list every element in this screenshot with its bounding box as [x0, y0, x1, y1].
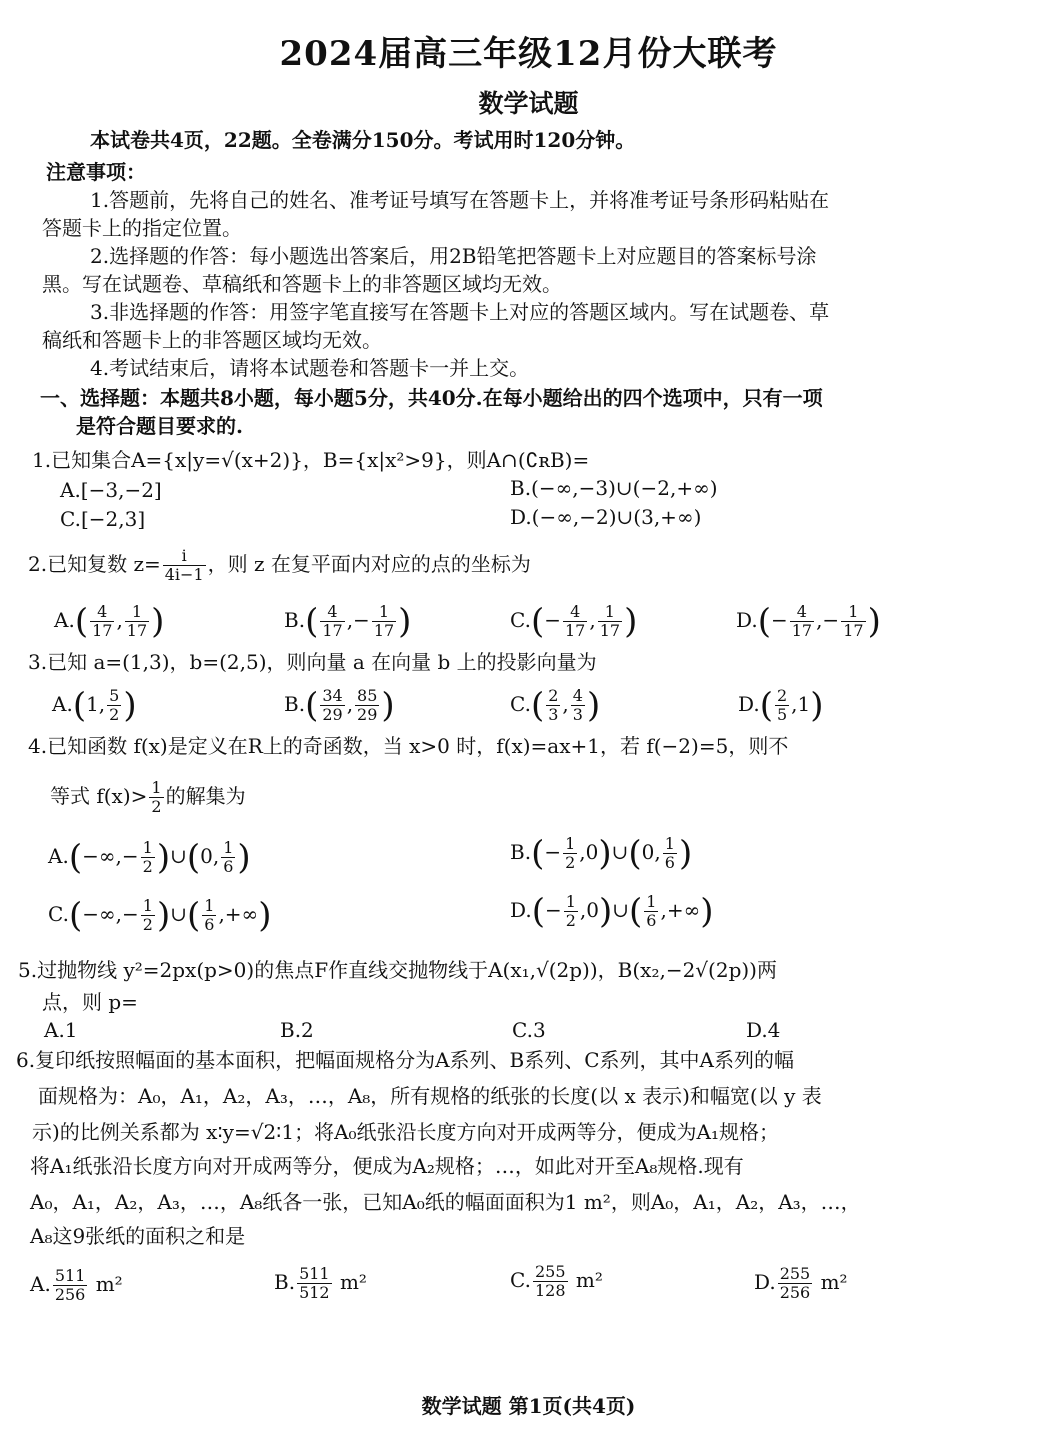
q3-option-c: C.( $\frac{2}{3}$ , $\frac{4}{3}$ ): [510, 685, 601, 726]
frac-num: 1: [664, 834, 675, 853]
frac-num: 1: [142, 896, 153, 915]
frac-den: 256: [779, 1283, 811, 1302]
exam-subtitle: 数学试题: [478, 89, 579, 118]
opt-label: D.: [738, 692, 760, 716]
q2-option-c: C.(− $\frac{4}{17}$ , $\frac{1}{17}$ ): [510, 601, 638, 642]
opt-label: B.: [284, 692, 306, 716]
frac-den: 5: [776, 705, 788, 724]
opt-unit: m²: [95, 1272, 123, 1296]
frac-den: 17: [322, 621, 343, 640]
frac-num: 34: [322, 686, 343, 705]
opt-sign: −: [544, 840, 562, 864]
frac-num: 1: [646, 892, 657, 911]
q4-stem2-pre: 等式 f(x)>: [50, 784, 148, 808]
frac-den: 2: [565, 911, 576, 930]
q5-stem-line2: 点，则 p=: [42, 990, 138, 1014]
frac-den: 6: [204, 915, 215, 934]
q6-stem-line: 6.复印纸按照幅面的基本面积，把幅面规格分为A系列、B系列、C系列，其中A系列的幅: [16, 1048, 794, 1072]
frac-den: 2: [142, 915, 153, 934]
frac-den: 3: [572, 705, 583, 724]
opt-sign: −: [544, 898, 562, 922]
frac-num: 1: [142, 838, 153, 857]
q1-option-b: B.(−∞,−3)∪(−2,+∞): [510, 476, 718, 500]
notice-line: 2.选择题的作答：每小题选出答案后，用2B铅笔把答题卡上对应题目的答案标号涂: [90, 244, 817, 268]
frac-num: 1: [125, 603, 149, 622]
q4-stem-line2: [50, 778, 246, 816]
q6-option-d: [754, 1262, 848, 1302]
exam-title: 2024届高三年级12月份大联考: [279, 34, 778, 74]
opt-label: D.: [754, 1270, 776, 1294]
frac-num: i: [163, 547, 206, 566]
q2-stem: [28, 546, 531, 584]
frac-den: 6: [664, 853, 675, 872]
q4-option-c: C.(−∞,− $\frac{1}{2}$ )∪( $\frac{1}{6}$ ,+∞): [48, 895, 272, 936]
opt-text: ,0: [579, 840, 599, 864]
opt-label: A.: [52, 692, 73, 716]
frac-num: 2: [548, 686, 559, 705]
opt-label: D.: [510, 898, 532, 922]
q4-option-b: B.(− $\frac{1}{2}$ ,0)∪(0, $\frac{1}{6}$ ): [510, 833, 693, 874]
opt-label: C.: [510, 692, 531, 716]
opt-unit: m²: [820, 1270, 848, 1294]
q2-stem-pre: 2.已知复数 z=: [28, 552, 161, 576]
opt-union: ∪: [612, 898, 630, 922]
notice-heading: 注意事项：: [46, 160, 146, 184]
frac-den: 2: [109, 705, 120, 724]
exam-intro: 本试卷共4页，22题。全卷满分150分。考试用时120分钟。: [90, 128, 636, 152]
frac-num: 4: [320, 603, 344, 622]
q1-option-a: A.[−3,−2]: [60, 478, 162, 502]
frac-num: 1: [565, 892, 576, 911]
q5-option-a: A.1: [44, 1018, 78, 1042]
frac-num: 2: [776, 686, 788, 705]
q6-stem-line: 面规格为：A₀，A₁，A₂，A₃，…，A₈，所有规格的纸张的长度(以 x 表示)和幅宽(以 y 表: [38, 1084, 822, 1108]
notice-line: 1.答题前，先将自己的姓名、准考证号填写在答题卡上，并将准考证号条形码粘贴在: [90, 188, 830, 212]
q3-option-d: D.( $\frac{2}{5}$ ,1): [738, 685, 824, 726]
opt-union: ∪: [611, 840, 629, 864]
q1-stem: 1.已知集合A={x|y=√(x+2)}，B={x|x²>9}，则A∩(∁ʀB)=: [32, 448, 590, 472]
frac-den: 2: [565, 853, 576, 872]
q3-stem: 3.已知 a=(1,3)，b=(2,5)，则向量 a 在向量 b 上的投影向量为: [28, 650, 597, 674]
q3-option-b: B.( $\frac{34}{29}$ , $\frac{85}{29}$ ): [284, 685, 395, 726]
q1-option-d: D.(−∞,−2)∪(3,+∞): [510, 505, 702, 529]
frac-den: 6: [223, 857, 234, 876]
frac-den: 17: [564, 621, 586, 640]
frac-num: 1: [372, 603, 396, 622]
frac-num: 1: [565, 834, 576, 853]
notice-line: 4.考试结束后，请将本试题卷和答题卡一并上交。: [90, 356, 530, 380]
frac-num: 1: [598, 603, 622, 622]
q3-option-a: A.(1, $\frac{5}{2}$ ): [52, 685, 137, 726]
opt-text: ,+∞: [218, 902, 259, 926]
q2-stem-post: ，则 z 在复平面内对应的点的坐标为: [207, 552, 531, 576]
q6-stem-line: A₈这9张纸的面积之和是: [30, 1224, 246, 1248]
opt-unit: m²: [339, 1270, 367, 1294]
opt-sep: ,: [589, 608, 596, 632]
q5-option-d: D.4: [746, 1018, 781, 1042]
opt-label: C.: [510, 1268, 531, 1292]
q4-option-d: D.(− $\frac{1}{2}$ ,0)∪( $\frac{1}{6}$ ,+∞): [510, 891, 714, 932]
q6-option-b: [274, 1262, 367, 1302]
frac-den: 512: [299, 1283, 330, 1302]
q4-option-a: A.(−∞,− $\frac{1}{2}$ )∪(0, $\frac{1}{6}$ ): [48, 837, 251, 878]
frac-den: 29: [322, 705, 343, 724]
opt-label: B.: [284, 608, 306, 632]
opt-label: A.: [54, 608, 75, 632]
frac-den: 17: [126, 621, 148, 640]
opt-label: D.: [736, 608, 758, 632]
frac-den: 2: [151, 797, 162, 816]
opt-label: A.: [30, 1272, 51, 1296]
frac-num: 1: [223, 838, 234, 857]
frac-den: 17: [791, 621, 813, 640]
frac-num: 4: [572, 686, 583, 705]
notice-line: 3.非选择题的作答：用签字笔直接写在答题卡上对应的答题区域内。写在试题卷、草: [90, 300, 830, 324]
frac-num: 4: [563, 603, 587, 622]
frac-den: 17: [92, 621, 113, 640]
opt-sign: −: [770, 608, 788, 632]
section-heading: 一、选择题：本题共8小题，每小题5分，共40分.在每小题给出的四个选项中，只有一项: [40, 386, 823, 410]
frac-den: 128: [534, 1281, 566, 1300]
q2-option-b: B.( $\frac{4}{17}$ ,− $\frac{1}{17}$ ): [284, 601, 412, 642]
frac-den: 29: [357, 705, 378, 724]
q4-stem2-post: 的解集为: [165, 784, 246, 808]
frac-den: 17: [843, 621, 864, 640]
frac-den: 17: [599, 621, 621, 640]
opt-sep: ,: [116, 608, 123, 632]
opt-text: −∞,−: [82, 844, 139, 868]
opt-label: C.: [510, 608, 531, 632]
frac-den: 3: [548, 705, 559, 724]
opt-text: ,+∞: [660, 898, 701, 922]
frac-den: 256: [54, 1285, 86, 1304]
frac-den: 17: [373, 621, 395, 640]
frac-den: 6: [646, 911, 657, 930]
opt-sep: ,−: [346, 608, 370, 632]
frac-num: 1: [151, 778, 162, 797]
frac-den: 2: [142, 857, 153, 876]
section-heading-cont: 是符合题目要求的.: [76, 414, 243, 438]
frac-num: 5: [109, 686, 120, 705]
q5-option-c: C.3: [512, 1018, 546, 1042]
q1-option-c: C.[−2,3]: [60, 507, 146, 531]
opt-text: −∞,−: [82, 902, 139, 926]
q6-stem-line: 将A₁纸张沿长度方向对开成两等分，便成为A₂规格；…，如此对开至A₈规格.现有: [30, 1154, 744, 1178]
frac-num: 1: [841, 603, 865, 622]
q6-stem-line: 示)的比例关系都为 x∶y=√2∶1；将A₀纸张沿长度方向对开成两等分，便成为A₁规格；: [32, 1120, 780, 1144]
opt-text: ,1: [791, 692, 811, 716]
opt-sign: −: [544, 608, 561, 632]
opt-text: ,0: [579, 898, 599, 922]
frac-num: 4: [790, 603, 814, 622]
notice-line: 稿纸和答题卡上的非答题区域均无效。: [42, 328, 382, 352]
frac-num: 511: [299, 1264, 330, 1283]
frac-num: 511: [54, 1266, 86, 1285]
opt-text: 0,: [200, 844, 220, 868]
frac-num: 85: [357, 686, 378, 705]
q5-option-b: B.2: [280, 1018, 314, 1042]
q6-stem-line: A₀，A₁，A₂，A₃，…，A₈纸各一张，已知A₀纸的幅面面积为1 m²，则A₀，A₁，A₂，A₃，…，: [30, 1190, 861, 1214]
opt-union: ∪: [170, 902, 187, 926]
q6-option-c: [510, 1260, 603, 1300]
frac-num: 255: [779, 1264, 811, 1283]
q4-stem-line1: 4.已知函数 f(x)是定义在R上的奇函数，当 x>0 时，f(x)=ax+1，若 f(−2)=5，则不: [28, 734, 789, 758]
page-footer: 数学试题 第1页(共4页): [421, 1394, 636, 1418]
opt-label: B.: [274, 1270, 296, 1294]
q6-option-a: [30, 1264, 123, 1304]
frac-den: 4i−1: [164, 565, 204, 584]
opt-label: B.: [510, 840, 532, 864]
q2-option-a: A.( $\frac{4}{17}$ , $\frac{1}{17}$ ): [54, 601, 165, 642]
opt-union: ∪: [170, 844, 187, 868]
frac-num: 1: [204, 896, 215, 915]
q2-fraction: [163, 547, 206, 584]
opt-label: A.: [48, 844, 69, 868]
q5-stem-line1: 5.过抛物线 y²=2px(p>0)的焦点F作直线交抛物线于A(x₁,√(2p))，B(x₂,−2√(2p))两: [18, 958, 777, 982]
q2-option-d: D.(− $\frac{4}{17}$ ,− $\frac{1}{17}$ ): [736, 601, 881, 642]
notice-line: 答题卡上的指定位置。: [42, 216, 242, 240]
frac-num: 4: [90, 603, 114, 622]
opt-text: 1,: [86, 692, 106, 716]
opt-label: C.: [48, 902, 69, 926]
frac-num: 255: [534, 1262, 566, 1281]
opt-unit: m²: [575, 1268, 603, 1292]
notice-line: 黑。写在试题卷、草稿纸和答题卡上的非答题区域均无效。: [42, 272, 562, 296]
opt-text: 0,: [641, 840, 661, 864]
opt-sep: ,−: [816, 608, 840, 632]
